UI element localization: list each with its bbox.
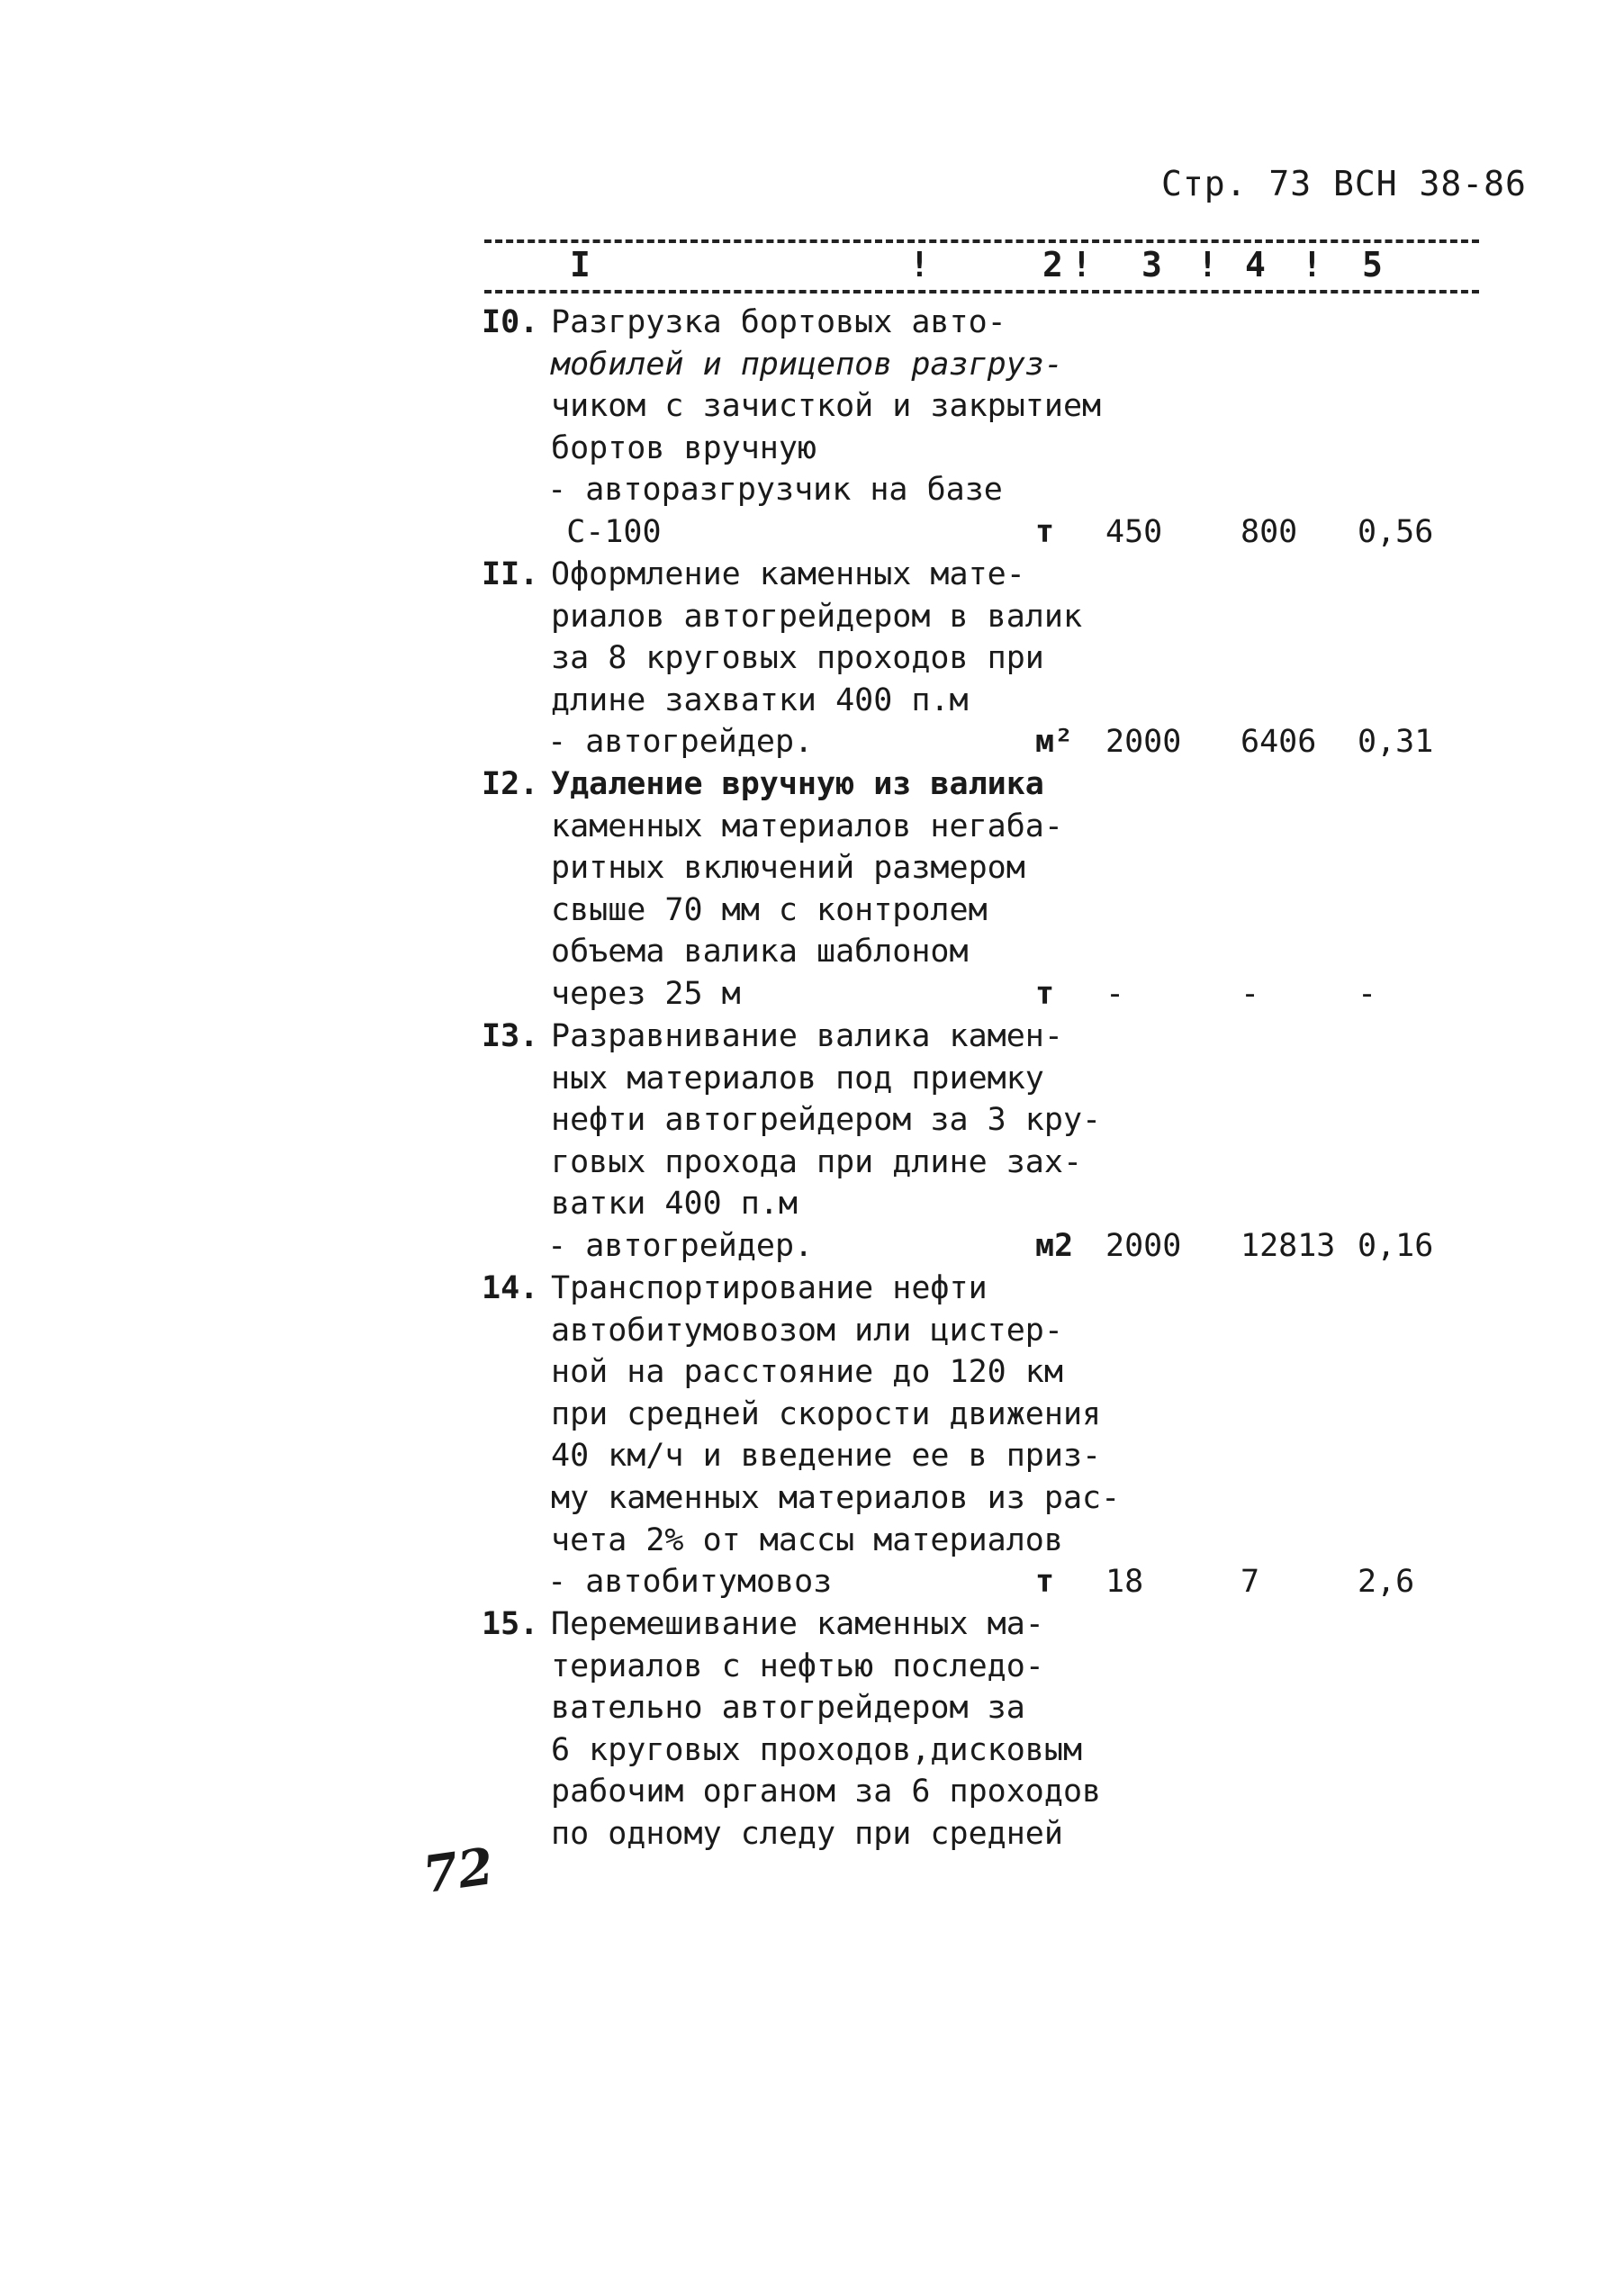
col5-cell: 0,16: [1358, 1228, 1434, 1264]
row-text-line: длине захватки 400 п.м: [551, 682, 969, 718]
row-text-line: чиком с зачисткой и закрытием: [551, 388, 1102, 425]
row-text-line: Транспортирование нефти: [551, 1270, 988, 1306]
unit-cell: т: [1035, 514, 1055, 550]
col5-cell: 2,6: [1358, 1564, 1415, 1601]
row-text-line: каменных материалов негаба-: [551, 808, 1063, 844]
row-text-line: рабочим органом за 6 проходов: [551, 1774, 1102, 1810]
col3-cell: -: [1105, 976, 1125, 1012]
col4-cell: 7: [1241, 1564, 1260, 1601]
header-col-1: I: [570, 245, 591, 284]
row-text-line: при средней скорости движения: [551, 1395, 1102, 1432]
table-top-rule: [484, 239, 1479, 243]
row-text-line: объема валика шаблоном: [551, 934, 969, 970]
row-text-line: за 8 круговых проходов при: [551, 640, 1044, 677]
col3-cell: 2000: [1105, 724, 1182, 761]
row-text-line: автобитумовозом или цистер-: [551, 1312, 1063, 1349]
row-text-line: - авторазгрузчик на базе: [510, 472, 1003, 509]
unit-cell: т: [1035, 1564, 1055, 1601]
row-text-line: ных материалов под приемку: [551, 1060, 1044, 1097]
row-text-line: ной на расстояние до 120 км: [551, 1354, 1063, 1391]
col5-cell: 0,31: [1358, 724, 1434, 761]
row-text-line: через 25 м: [551, 976, 741, 1012]
row-text-line: говых прохода при длине зах-: [551, 1143, 1083, 1180]
table-bottom-rule: [484, 290, 1479, 293]
header-separator-3: !: [1197, 245, 1218, 284]
header-separator-2: !: [1071, 245, 1092, 284]
row-text-line: Оформление каменных мате-: [551, 556, 1025, 592]
row-number: 15.: [482, 1606, 539, 1642]
row-text-line: нефти автогрейдером за 3 кру-: [551, 1102, 1102, 1139]
col4-cell: 12813: [1241, 1228, 1336, 1264]
row-text-line: Перемешивание каменных ма-: [551, 1606, 1044, 1642]
col5-cell: 0,56: [1358, 514, 1434, 550]
row-number: I0.: [482, 304, 539, 340]
col4-cell: -: [1241, 976, 1260, 1012]
row-text-line: ватки 400 п.м: [551, 1186, 798, 1223]
col3-cell: 450: [1105, 514, 1163, 550]
handwritten-page-number: 72: [419, 1836, 498, 1906]
row-text-line: - автобитумовоз: [510, 1564, 833, 1601]
row-number: I2.: [482, 766, 539, 802]
header-col-5: 5: [1362, 245, 1383, 284]
row-text-line: С-100: [510, 514, 662, 550]
row-text-line: Разравнивание валика камен-: [551, 1018, 1063, 1054]
table-header-row: [484, 245, 1479, 286]
header-separator-4: !: [1302, 245, 1322, 284]
col3-cell: 2000: [1105, 1228, 1182, 1264]
header-separator-1: !: [909, 245, 930, 284]
row-text-line: 6 круговых проходов,дисковым: [551, 1731, 1083, 1768]
row-text-line: Удаление вручную из валика: [551, 766, 1044, 802]
col5-cell: -: [1358, 976, 1377, 1012]
row-text-line: му каменных материалов из рас-: [551, 1480, 1121, 1516]
row-text-line: мобилей и прицепов разгруз-: [551, 346, 1063, 383]
row-text-line: териалов с нефтью последо-: [551, 1648, 1044, 1684]
row-text-line: ритных включений размером: [551, 850, 1025, 887]
row-number: II.: [482, 556, 539, 592]
col4-cell: 6406: [1241, 724, 1317, 761]
row-text-line: вательно автогрейдером за: [551, 1690, 1025, 1727]
row-text-line: бортов вручную: [551, 429, 817, 466]
row-text-line: 40 км/ч и введение ее в приз-: [551, 1438, 1102, 1475]
col3-cell: 18: [1105, 1564, 1144, 1601]
page-header: Стр. 73 ВСН 38-86: [1161, 164, 1527, 203]
unit-cell: м²: [1035, 724, 1074, 761]
header-col-2: 2: [1042, 245, 1063, 284]
row-text-line: по одному следу при средней: [551, 1816, 1063, 1852]
unit-cell: м2: [1035, 1228, 1074, 1264]
col4-cell: 800: [1241, 514, 1298, 550]
row-number: I3.: [482, 1018, 539, 1054]
header-col-3: 3: [1141, 245, 1162, 284]
row-text-line: - автогрейдер.: [510, 1228, 814, 1264]
row-text-line: чета 2% от массы материалов: [551, 1521, 1063, 1558]
unit-cell: т: [1035, 976, 1055, 1012]
header-col-4: 4: [1245, 245, 1266, 284]
row-text-line: риалов автогрейдером в валик: [551, 598, 1083, 635]
row-text-line: свыше 70 мм с контролем: [551, 891, 988, 928]
row-number: 14.: [482, 1270, 539, 1306]
row-text-line: Разгрузка бортовых авто-: [551, 304, 1006, 340]
row-text-line: - автогрейдер.: [510, 724, 814, 761]
